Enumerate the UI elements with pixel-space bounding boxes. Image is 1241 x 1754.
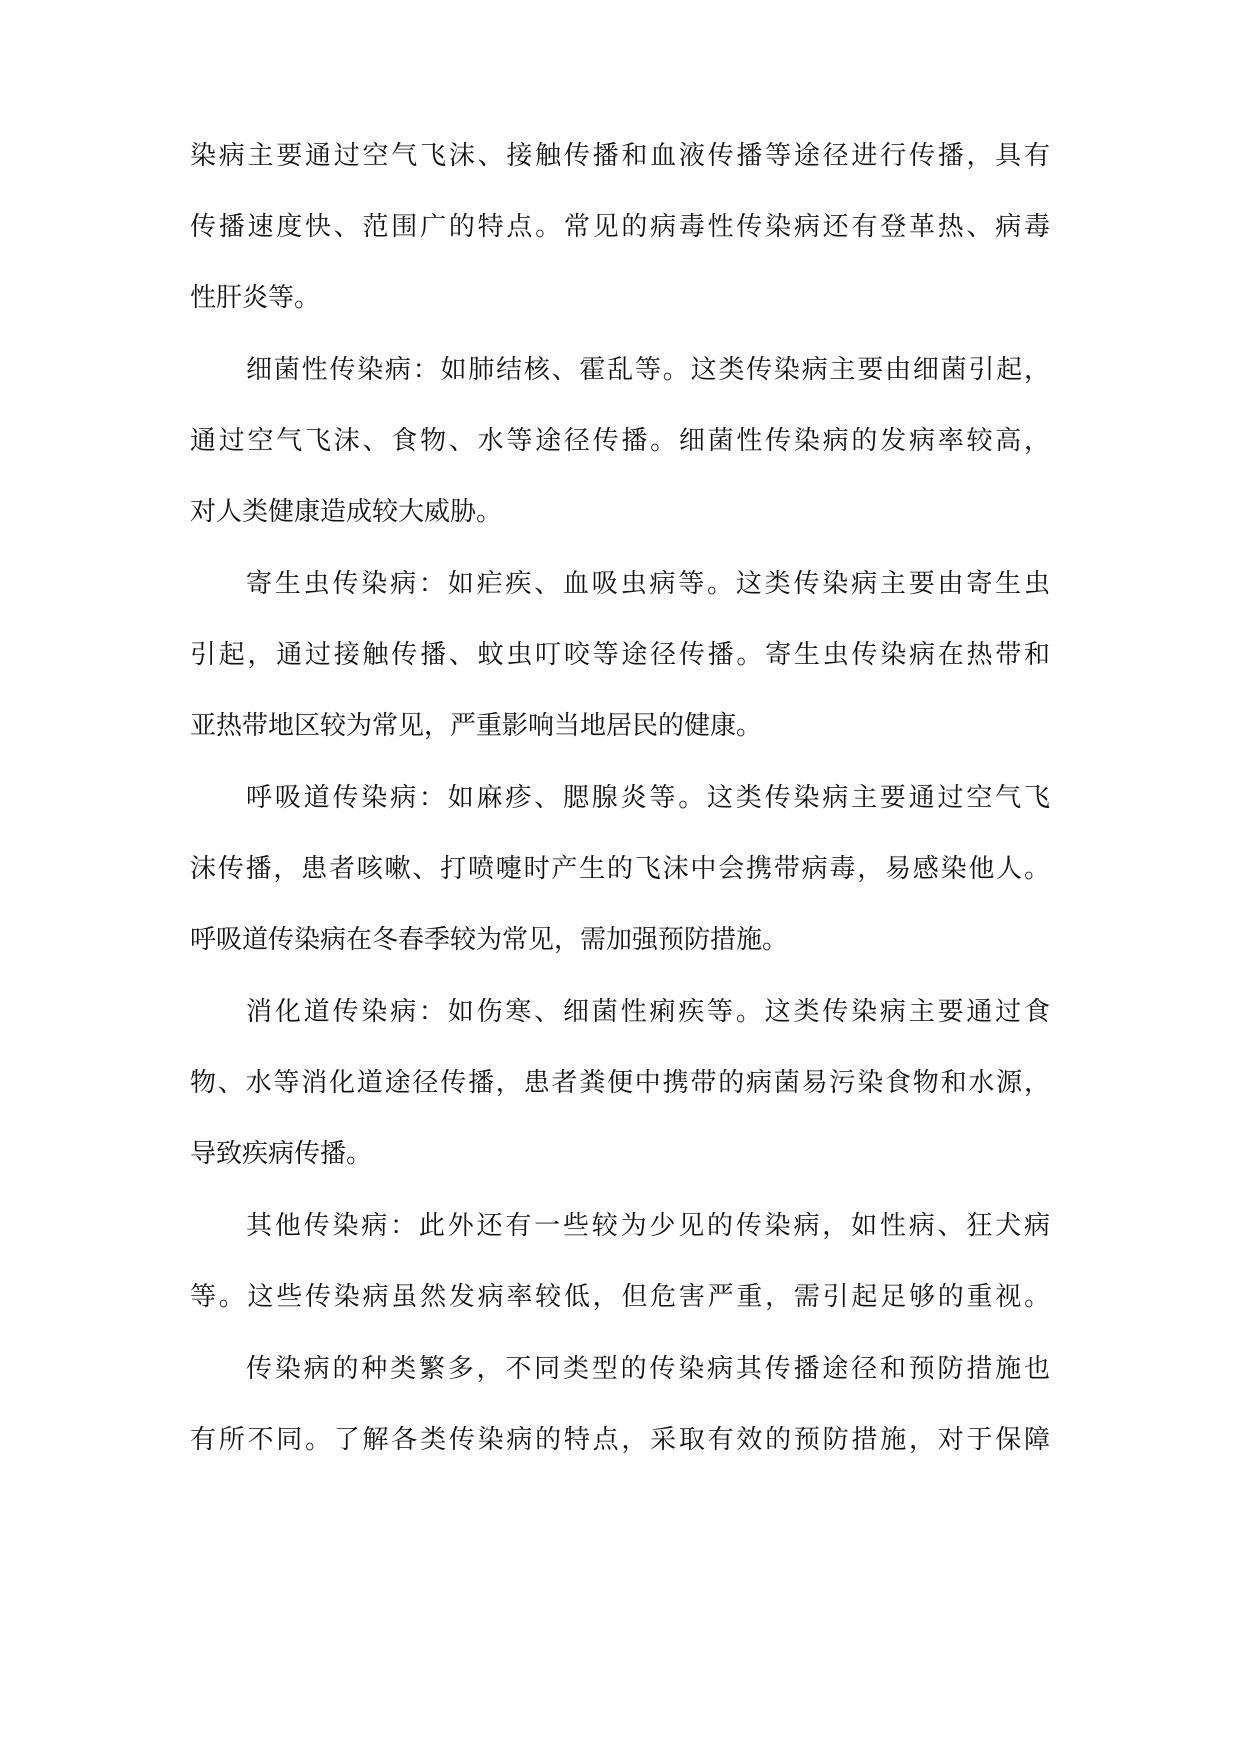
text-line: 有所不同。了解各类传染病的特点，采取有效的预防措施，对于保障 xyxy=(190,1425,1050,1455)
text-line: 引起，通过接触传播、蚊虫叮咬等途径传播。寄生虫传染病在热带和 xyxy=(190,640,1050,670)
paragraph-start-line: 消化道传染病：如伤寒、细菌性痢疾等。这类传染病主要通过食 xyxy=(246,997,1050,1027)
text-line: 呼吸道传染病在冬春季较为常见，需加强预防措施。 xyxy=(190,925,789,955)
text-line: 物、水等消化道途径传播，患者粪便中携带的病菌易污染食物和水源， xyxy=(190,1068,1050,1098)
text-line: 导致疾病传播。 xyxy=(190,1139,373,1169)
paragraph-start-line: 传染病的种类繁多，不同类型的传染病其传播途径和预防措施也 xyxy=(246,1354,1050,1384)
text-line: 亚热带地区较为常见，严重影响当地居民的健康。 xyxy=(190,711,763,741)
text-line: 沫传播，患者咳嗽、打喷嚏时产生的飞沫中会携带病毒，易感染他人。 xyxy=(190,854,1050,884)
paragraph-start-line: 寄生虫传染病：如疟疾、血吸虫病等。这类传染病主要由寄生虫 xyxy=(246,569,1050,599)
paragraph-start-line: 呼吸道传染病：如麻疹、腮腺炎等。这类传染病主要通过空气飞 xyxy=(246,783,1050,813)
text-line: 性肝炎等。 xyxy=(190,283,321,313)
text-line: 传播速度快、范围广的特点。常见的病毒性传染病还有登革热、病毒 xyxy=(190,212,1050,242)
text-line: 对人类健康造成较大威胁。 xyxy=(190,497,503,527)
text-line: 等。这些传染病虽然发病率较低，但危害严重，需引起足够的重视。 xyxy=(190,1282,1050,1312)
text-line: 染病主要通过空气飞沫、接触传播和血液传播等途径进行传播，具有 xyxy=(190,141,1050,171)
text-line: 通过空气飞沫、食物、水等途径传播。细菌性传染病的发病率较高， xyxy=(190,426,1050,456)
paragraph-start-line: 其他传染病：此外还有一些较为少见的传染病，如性病、狂犬病 xyxy=(246,1211,1050,1241)
paragraph-start-line: 细菌性传染病：如肺结核、霍乱等。这类传染病主要由细菌引起， xyxy=(246,355,1050,385)
